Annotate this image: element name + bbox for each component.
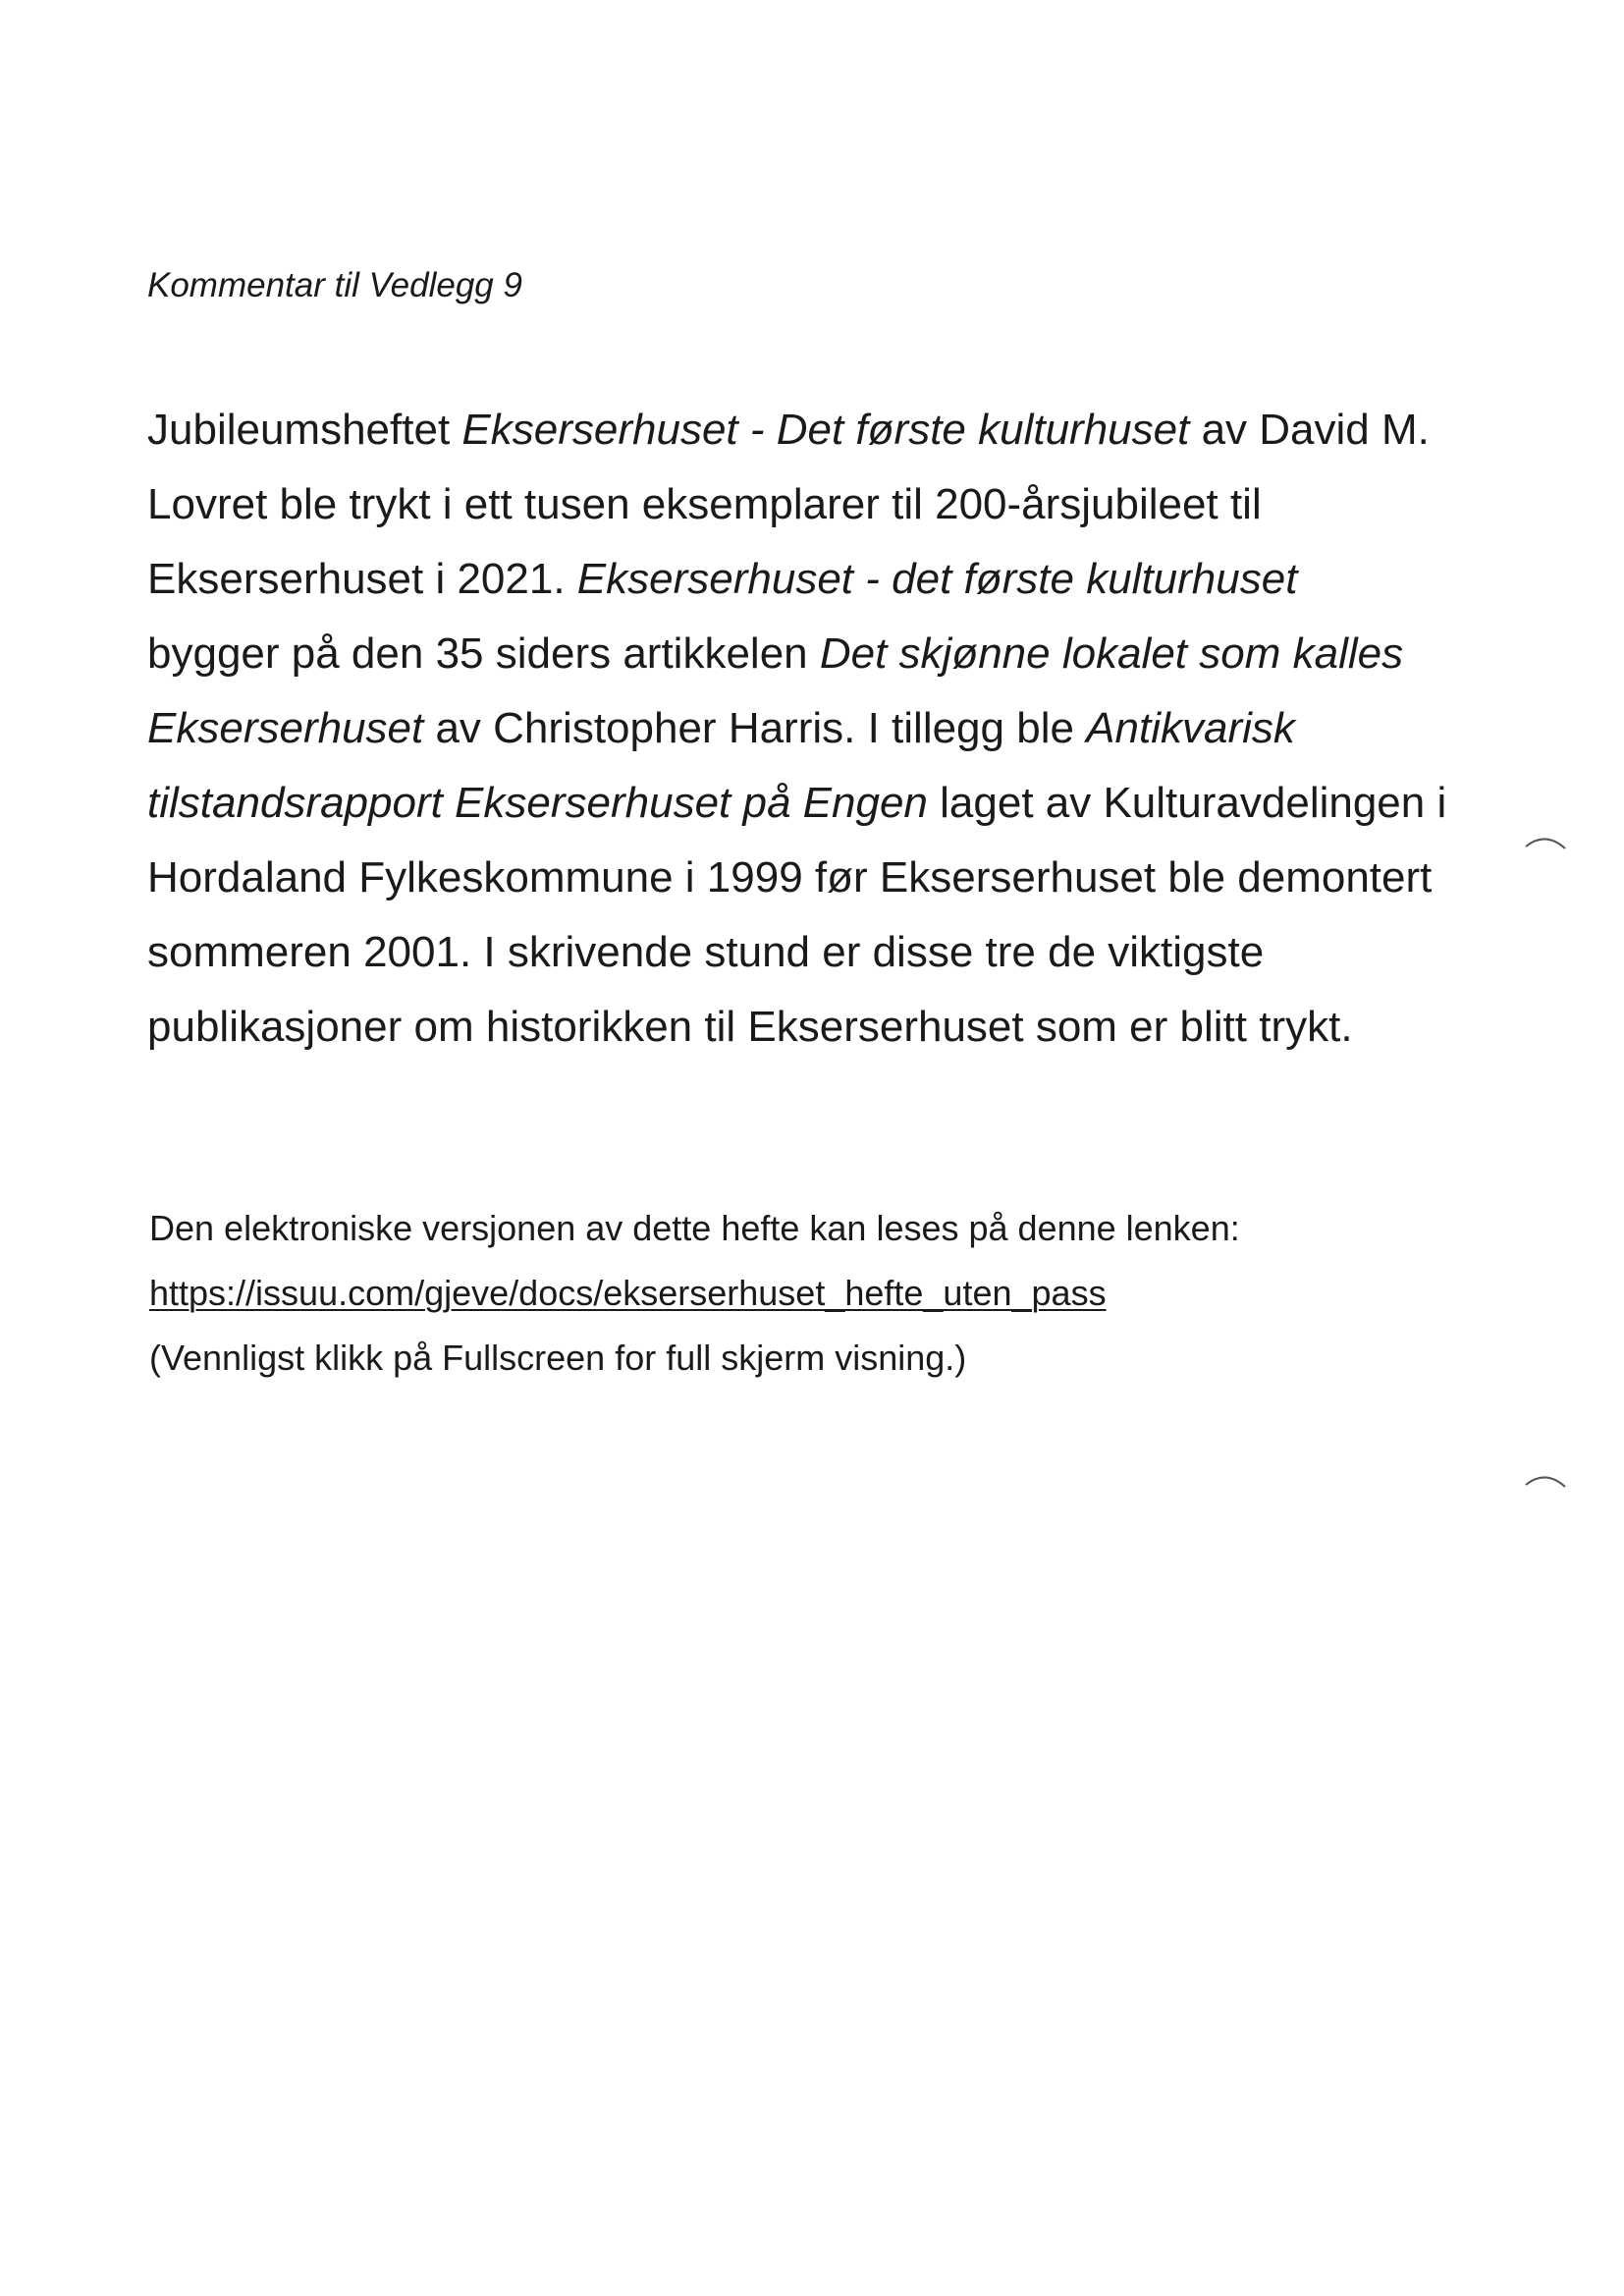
italic-title-text: tilstandsrapport Ekserserhuset på Engen bbox=[147, 779, 928, 827]
paragraph-text: laget av Kulturavdelingen i bbox=[927, 779, 1447, 827]
italic-title-text: Ekserserhuset - det første kulturhuset bbox=[576, 555, 1298, 603]
paragraph-line bbox=[147, 766, 1492, 841]
paragraph-line bbox=[147, 841, 1492, 915]
paragraph-text: sommeren 2001. I skrivende stund er disse tre de viktigste bbox=[147, 928, 1265, 976]
paragraph-text: Jubileumsheftet bbox=[147, 406, 462, 454]
italic-title-text: Ekserserhuset - Det første kulturhuset bbox=[461, 406, 1190, 454]
paragraph-text: av David M. bbox=[1189, 406, 1430, 454]
paragraph-text: av Christopher Harris. I tillegg ble bbox=[423, 704, 1087, 752]
main-paragraph bbox=[147, 393, 1492, 1065]
paragraph-text: Lovret ble trykt i ett tusen eksemplarer til 200-årsjubileet til bbox=[147, 480, 1262, 528]
link-intro: Den elektroniske versjonen av dette hefte kan leses på denne lenken: bbox=[149, 1208, 1240, 1248]
paragraph-text: Ekserserhuset i 2021. bbox=[147, 555, 577, 603]
italic-title-text: Det skjønne lokalet som kalles bbox=[819, 629, 1404, 678]
punch-hole-mark bbox=[1524, 833, 1567, 850]
issuu-link[interactable]: https://issuu.com/gjeve/docs/ekserserhuset_hefte_uten_pass bbox=[149, 1273, 1107, 1313]
paragraph-line bbox=[147, 467, 1492, 542]
italic-title-text: Antikvarisk bbox=[1086, 704, 1295, 752]
paragraph-line bbox=[147, 393, 1492, 467]
document-heading: Kommentar til Vedlegg 9 bbox=[147, 266, 522, 304]
link-section bbox=[149, 1196, 1475, 1391]
paragraph-line bbox=[147, 617, 1492, 691]
paragraph-text: publikasjoner om historikken til Ekserserhuset som er blitt trykt. bbox=[147, 1003, 1353, 1051]
paragraph-line bbox=[147, 990, 1492, 1065]
punch-hole-mark bbox=[1524, 1471, 1567, 1489]
link-note: (Vennligst klikk på Fullscreen for full skjerm visning.) bbox=[149, 1338, 967, 1378]
paragraph-line bbox=[147, 542, 1492, 617]
paragraph-line bbox=[147, 915, 1492, 990]
paragraph-line bbox=[147, 691, 1492, 766]
italic-title-text: Ekserserhuset bbox=[147, 704, 424, 752]
paragraph-text: bygger på den 35 siders artikkelen bbox=[147, 629, 820, 678]
paragraph-text: Hordaland Fylkeskommune i 1999 før Ekserserhuset ble demontert bbox=[147, 853, 1433, 902]
